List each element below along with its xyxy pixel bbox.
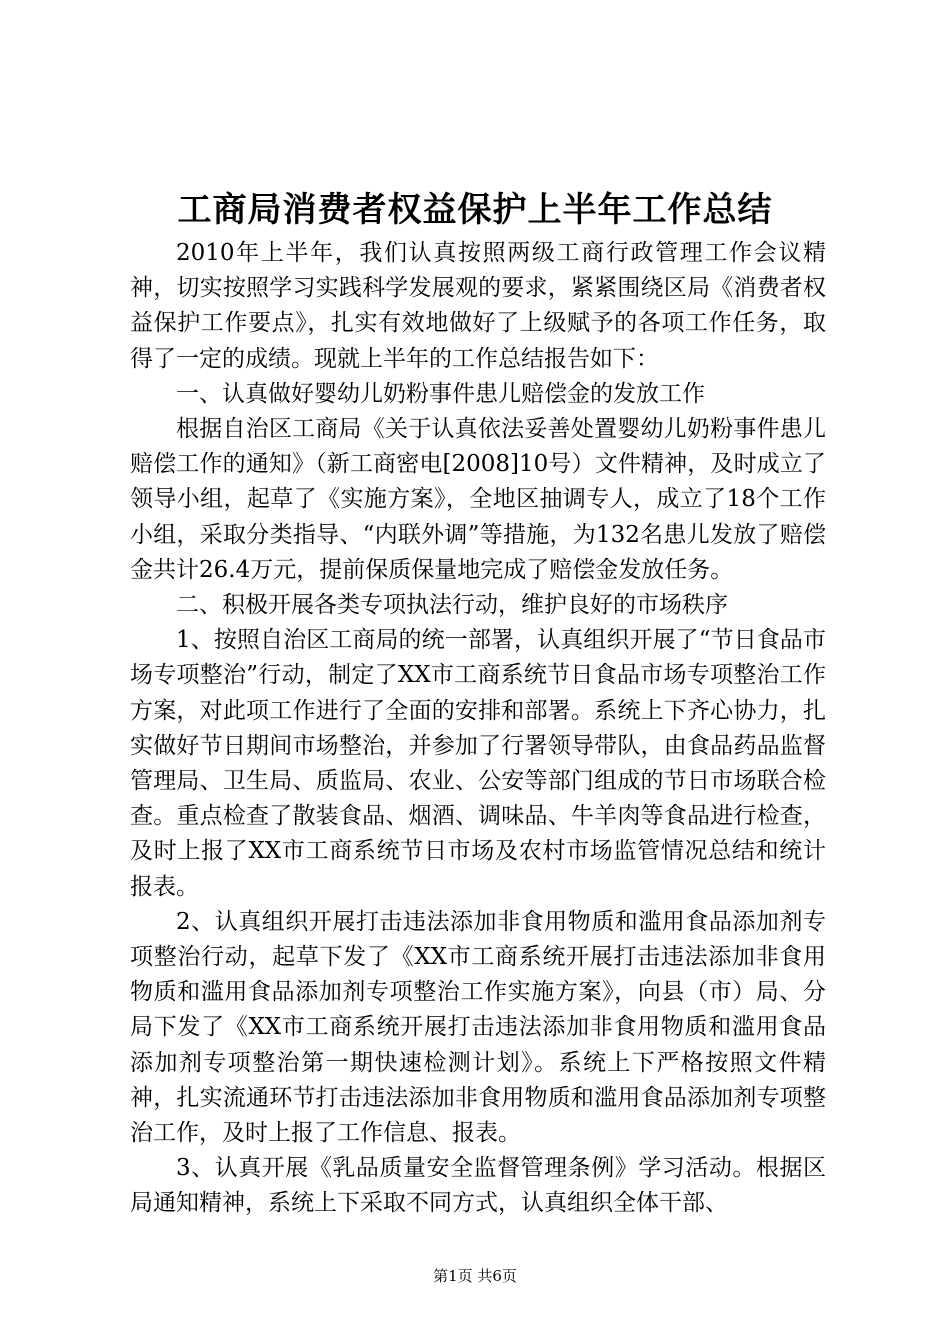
document-title: 工商局消费者权益保护上半年工作总结 <box>177 190 773 230</box>
paragraph-section-1: 根据自治区工商局《关于认真依法妥善处置婴幼儿奶粉事件患儿赔偿工作的通知》（新工商密电[2008]10号）文件精神，及时成立了领导小组，起草了《实施方案》，全地区抽调专人，成立了18个工作小组，采取分类指导、“内联外调”等措施，为132名患儿发放了赔偿金共计26.4万元，提前保质保量地完成了赔偿金发放任务。 <box>130 416 826 583</box>
paragraph-intro: 2010年上半年，我们认真按照两级工商行政管理工作会议精神，切实按照学习实践科学发展观的要求，紧紧围绕区局《消费者权益保护工作要点》，扎实有效地做好了上级赋予的各项工作任务，取得了一定的成绩。现就上半年的工作总结报告如下： <box>130 240 826 372</box>
section-heading-1: 一、认真做好婴幼儿奶粉事件患儿赔偿金的发放工作 <box>176 380 705 407</box>
paragraph-item-2: 2、认真组织开展打击违法添加非食用物质和滥用食品添加剂专项整治行动，起草下发了《XX市工商系统开展打击违法添加非食用物质和滥用食品添加剂专项整治工作实施方案》，向县（市）局、分局下发了《XX市工商系统开展打击违法添加非食用物质和滥用食品添加剂专项整治第一期快速检测计划》。系统上下严格按照文件精神，扎实流通环节打击违法添加非食用物质和滥用食品添加剂专项整治工作，及时上报了工作信息、报表。 <box>130 908 826 1147</box>
page-number-footer: 第1页 共6页 <box>433 1267 517 1285</box>
document-body <box>130 236 826 1222</box>
section-heading-2: 二、积极开展各类专项执法行动，维护良好的市场秩序 <box>176 592 728 619</box>
paragraph-item-3: 3、认真开展《乳品质量安全监督管理条例》学习活动。根据区局通知精神，系统上下采取不同方式，认真组织全体干部、 <box>130 1155 826 1217</box>
paragraph-item-1: 1、按照自治区工商局的统一部署，认真组织开展了“节日食品市场专项整治”行动，制定了XX市工商系统节日食品市场专项整治工作方案，对此项工作进行了全面的安排和部署。系统上下齐心协力，扎实做好节日期间市场整治，并参加了行署领导带队，由食品药品监督管理局、卫生局、质监局、农业、公安等部门组成的节日市场联合检查。重点检查了散装食品、烟酒、调味品、牛羊肉等食品进行检查，及时上报了XX市工商系统节日市场及农村市场监管情况总结和统计报表。 <box>130 627 826 900</box>
